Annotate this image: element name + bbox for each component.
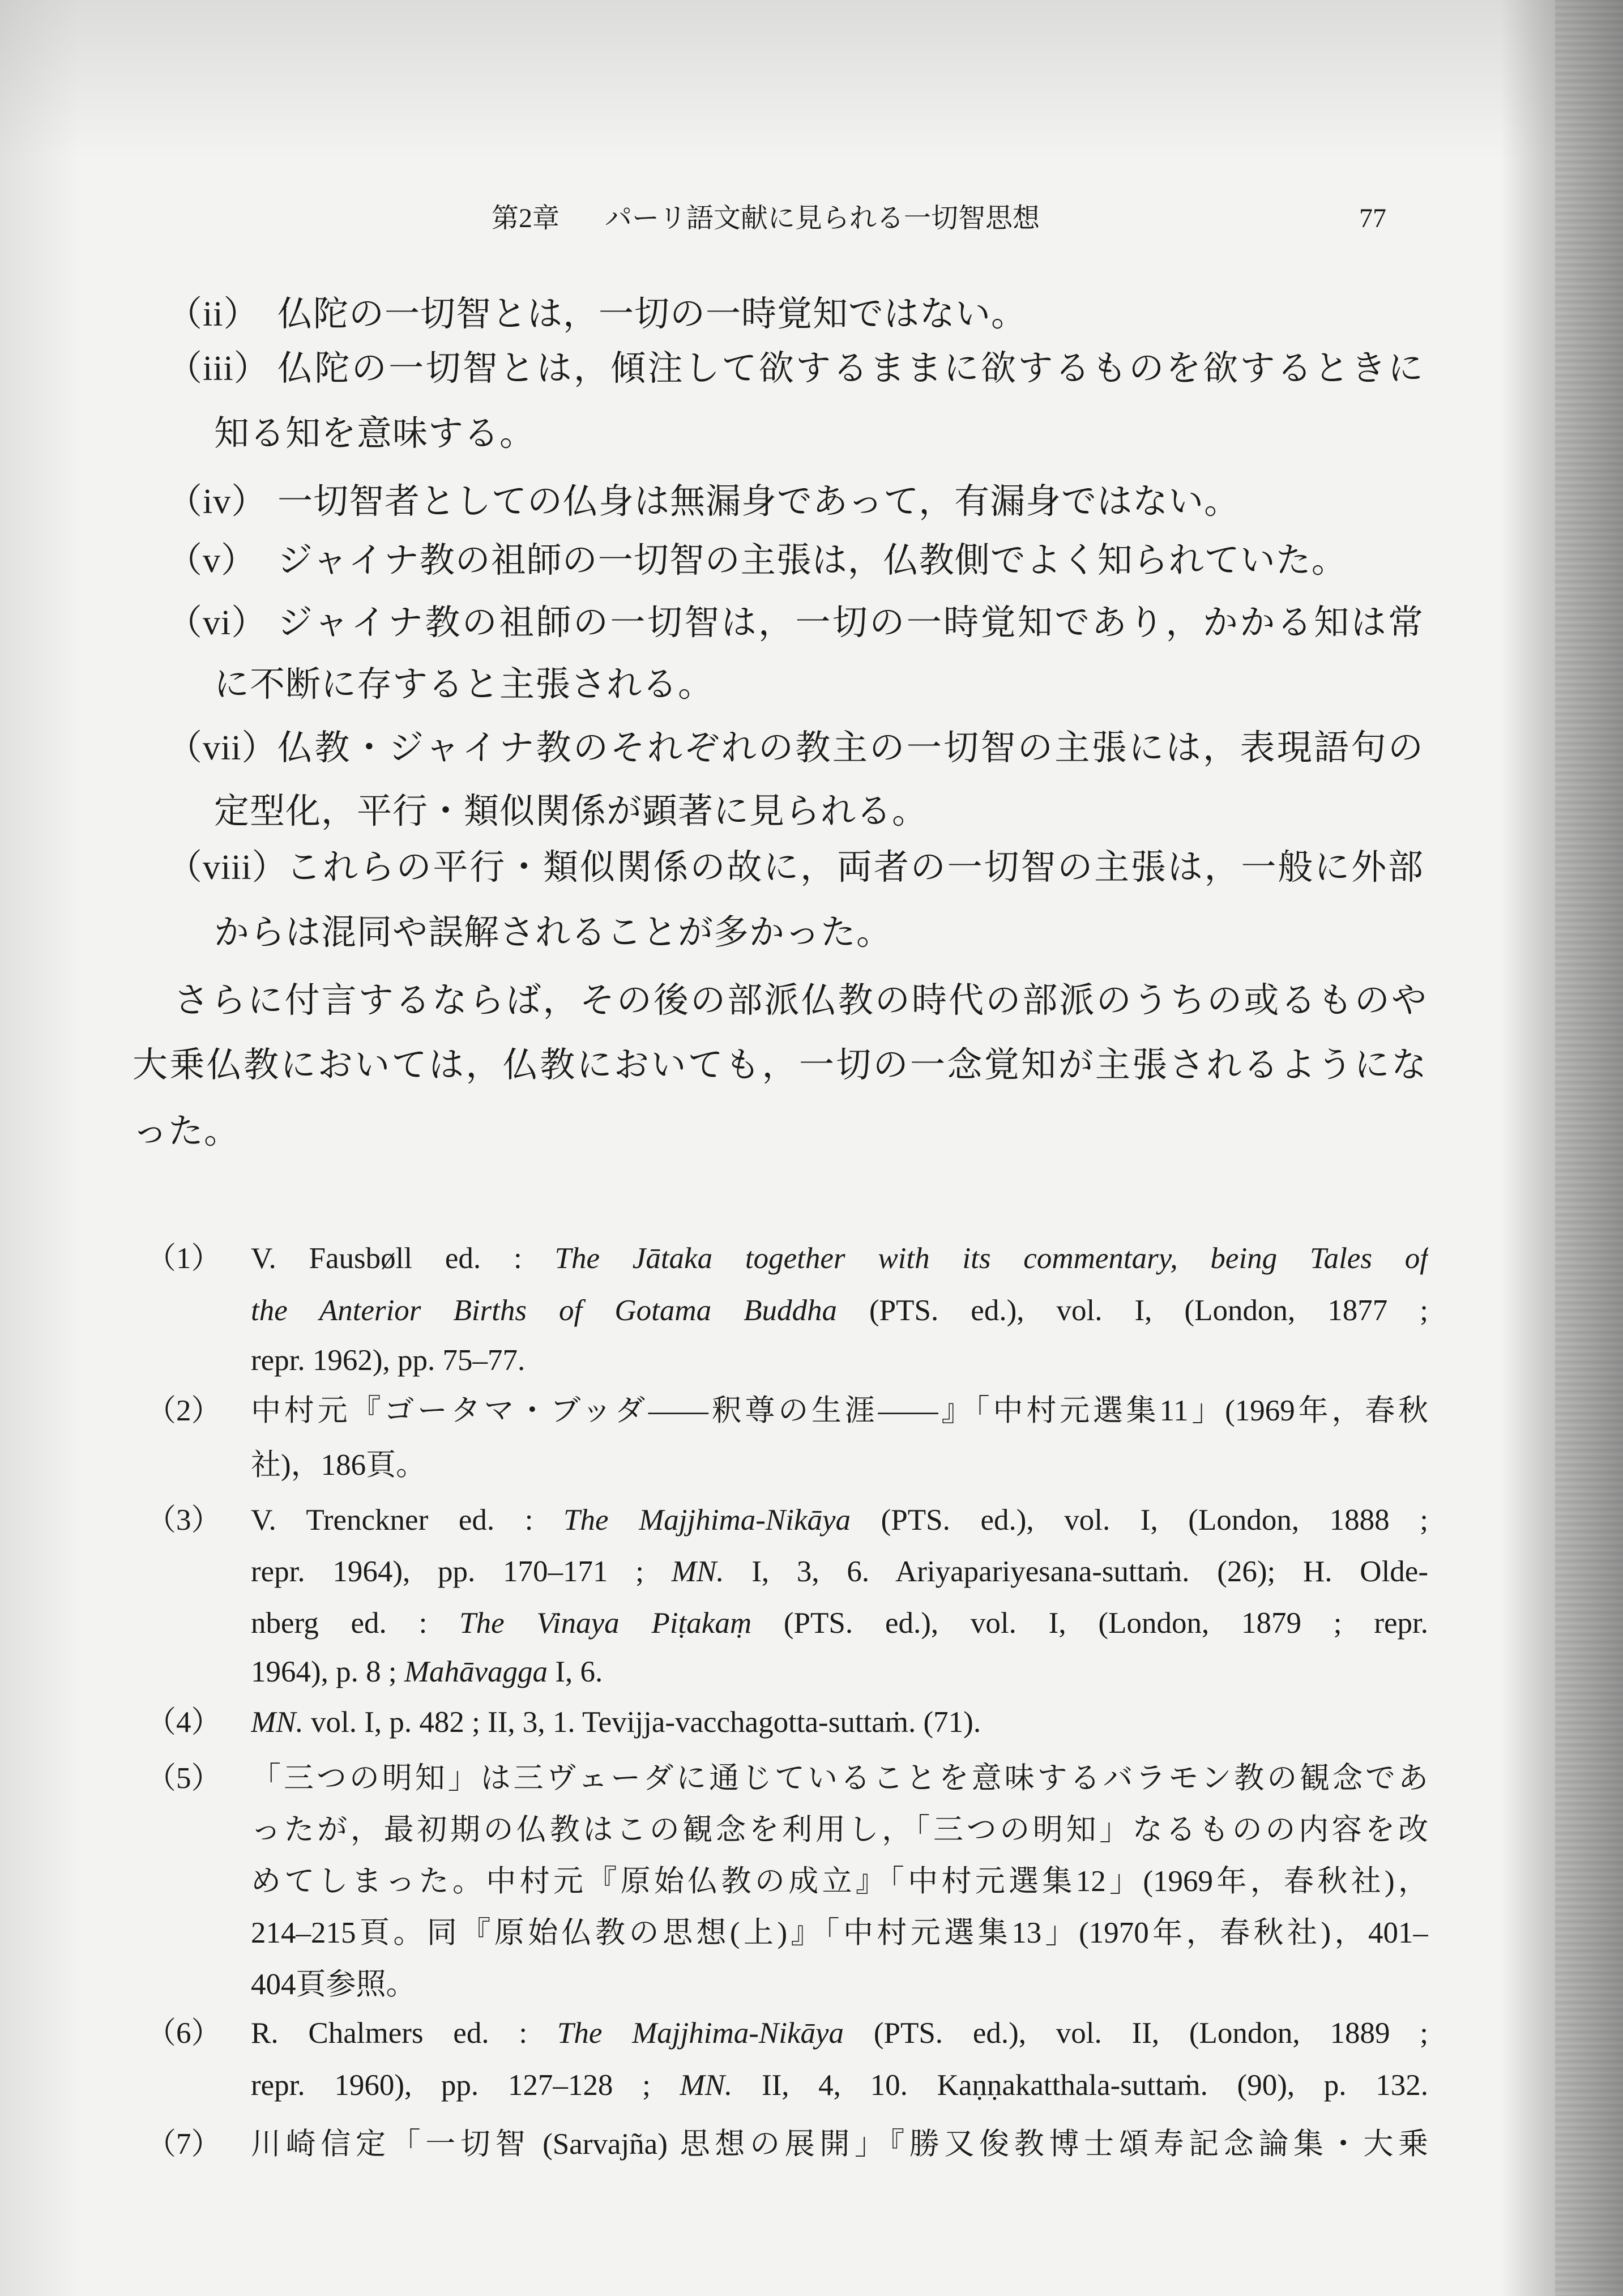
paragraph-line-2: 大乗仏教においては，仏教においても，一切の一念覚知が主張されるようにな [133,1046,1427,1085]
footnote-5-line-5 [251,1965,1428,2004]
footnote-text: めてしまった。中村元『原始仏教の成立』「中村元選集12」(1969年，春秋社)， [251,1865,1428,1898]
chapter-label: 第2章 [492,203,560,233]
footnote-1-line-2 [251,1291,1428,1330]
footnote-italic-title: The Jātaka together with its commentary, being Tales of [554,1242,1428,1275]
conclusion-vii-line-1: 仏教・ジャイナ教のそれぞれの教主の一切智の主張には，表現語句の [277,729,1424,767]
footnote-text: V. Trenckner ed. : [251,1504,564,1537]
footnote-text: repr. 1960), pp. 127–128 ; [251,2069,680,2102]
conclusion-viii-line-2: からは混同や誤解されることが多かった。 [214,914,892,952]
footnote-1-line-3 [251,1341,1428,1380]
footnote-number: （5） [146,1762,221,1795]
conclusion-vii-line-2: 定型化，平行・類似関係が顕著に見られる。 [214,792,928,831]
footnote-3-line-2 [251,1552,1428,1591]
footnote-text: 214–215頁。同『原始仏教の思想(上)』「中村元選集13」(1970年，春秋社)，401– [251,1917,1428,1949]
footnote-italic-abbrev: MN. [251,1706,304,1739]
footnote-text: ったが，最初期の仏教はこの観念を利用し，「三つの明知」なるものの内容を改 [251,1813,1428,1846]
conclusion-iv-line-1: 一切智者としての仏身は無漏身であって，有漏身ではない。 [277,483,1240,521]
paragraph-line-3: った。 [133,1112,240,1151]
footnote-number: （3） [146,1504,221,1537]
footnote-text: 1964), p. 8 ; [251,1655,404,1688]
scan-edge-shadow [1555,0,1623,2296]
footnote-7-line-1 [251,2125,1428,2163]
footnote-1-line-1 [251,1239,1428,1278]
footnote-text: (PTS. ed.), vol. II, (London, 1889 ; [844,2017,1428,2050]
footnote-3-line-4 [251,1653,1428,1691]
footnote-italic-title: Mahāvagga [404,1655,548,1688]
conclusion-label: （vii） [167,729,277,767]
footnote-italic-abbrev: MN. [671,1555,724,1588]
footnote-5-line-4 [251,1914,1428,1952]
footnote-text: 社)，186頁。 [251,1449,426,1482]
footnote-italic-title: the Anterior Births of Gotama Buddha [251,1294,837,1327]
footnote-text: II, 4, 10. Kaṇṇakatthala-suttaṁ. (90), p. 132. [732,2069,1428,2102]
conclusion-viii-line-1: これらの平行・類似関係の故に，両者の一切智の主張は，一般に外部 [286,848,1424,887]
footnote-text: (PTS. ed.), vol. I, (London, 1888 ; [851,1504,1428,1537]
conclusion-iii-line-1: 仏陀の一切智とは，傾注して欲するままに欲するものを欲するときに [277,349,1424,388]
conclusion-v-line-1: ジャイナ教の祖師の一切智の主張は，仏教側でよく知られていた。 [277,541,1347,580]
conclusion-vi-line-1: ジャイナ教の祖師の一切智は，一切の一時覚知であり，かかる知は常 [277,604,1424,642]
footnote-5-line-1 [251,1759,1428,1798]
conclusion-iii-line-2: 知る知を意味する。 [214,415,536,453]
footnote-number: （7） [146,2128,221,2161]
footnote-3-line-3 [251,1604,1428,1642]
footnote-5-line-3 [251,1862,1428,1901]
footnote-italic-title: The Majjhima-Nikāya [557,2017,844,2050]
footnote-6-line-1 [251,2014,1428,2052]
footnote-text: 中村元『ゴータマ・ブッダ――釈尊の生涯――』「中村元選集11」(1969年，春秋 [251,1394,1428,1427]
footnote-text: vol. I, p. 482 ; II, 3, 1. Tevijja-vacchagotta-suttaṁ. (71). [303,1706,981,1739]
footnote-text: (PTS. ed.), vol. I, (London, 1879 ; repr. [751,1607,1428,1640]
conclusion-label: （vi） [167,604,267,642]
footnote-text: I, 6. [548,1655,603,1688]
footnote-2-line-2 [251,1446,1428,1484]
footnote-4-line-1 [251,1703,1428,1742]
footnote-text: R. Chalmers ed. : [251,2017,557,2050]
conclusion-label: （v） [167,541,257,580]
footnote-text: 404頁参照。 [251,1968,416,2001]
footnote-6-line-2 [251,2066,1428,2105]
footnote-number: （4） [146,1706,221,1739]
footnote-italic-title: The Majjhima-Nikāya [563,1504,851,1537]
footnote-number: （1） [146,1242,221,1275]
conclusion-label: （iv） [167,483,267,521]
footnote-italic-title: The Vinaya Piṭakaṃ [459,1607,752,1640]
footnote-5-line-2 [251,1811,1428,1849]
conclusion-ii-line-1: 仏陀の一切智とは，一切の一時覚知ではない。 [277,295,1027,334]
footnote-text: V. Fausbøll ed. : [251,1242,555,1275]
conclusion-label: （viii） [167,848,288,887]
footnote-2-line-1 [251,1392,1428,1430]
conclusion-vi-line-2: に不断に存すると主張される。 [214,665,714,704]
chapter-title: パーリ語文献に見られる一切智思想 [605,203,1040,233]
footnote-italic-abbrev: MN. [680,2069,733,2102]
paragraph-line-1: さらに付言するならば，その後の部派仏教の時代の部派のうちの或るものや [174,981,1427,1020]
footnote-text: repr. 1964), pp. 170–171 ; [251,1555,672,1588]
footnote-number: （6） [146,2017,221,2050]
conclusion-label: （iii） [167,349,270,388]
footnote-text: I, 3, 6. Ariyapariyesana-suttaṁ. (26); H. Olde- [724,1555,1428,1588]
footnote-text: (PTS. ed.), vol. I, (London, 1877 ; [837,1294,1428,1327]
page-number: 77 [1359,203,1386,233]
footnote-text: nberg ed. : [251,1607,460,1640]
footnote-number: （2） [146,1394,221,1427]
conclusion-label: （ii） [167,295,259,334]
footnote-text: 川崎信定「一切智 (Sarvajña) 思想の展開」『勝又俊教博士頌寿記念論集・大乗 [251,2128,1428,2161]
footnote-text: repr. 1962), pp. 75–77. [251,1344,526,1377]
footnote-3-line-1 [251,1501,1428,1539]
footnote-text: 「三つの明知」は三ヴェーダに通じていることを意味するバラモン教の観念であ [251,1762,1428,1795]
